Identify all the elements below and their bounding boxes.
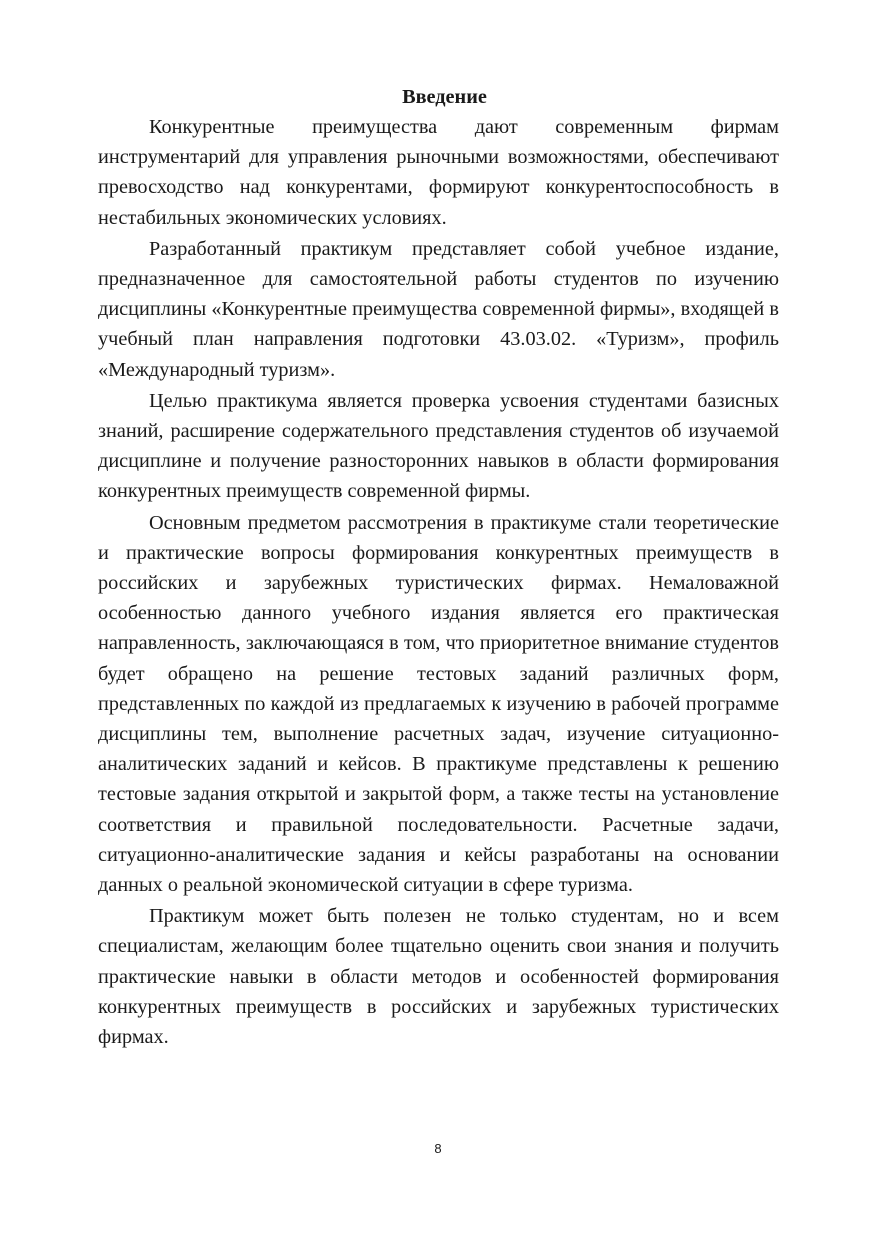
paragraph-2: Разработанный практикум представляет собой учебное издание, предназначенное для самостоятельной работы студентов по изучению дисциплины «Конкурентные преимущества современной фирмы», входящей в учебный план направления подготовки 43.03.02. «Туризм», профиль «Международный туризм». xyxy=(98,237,779,381)
paragraph-5: Практикум может быть полезен не только студентам, но и всем специалистам, желающим более тщательно оценить свои знания и получить практические навыки в области методов и особенностей формирования конкурентных преимуществ в российских и зарубежных туристических фирмах. xyxy=(98,905,779,1049)
paragraph-3: Целью практикума является проверка усвоения студентами базисных знаний, расширение содержательного представления студентов об изучаемой дисциплине и получение разносторонних навыков в области формирования конкурентных преимуществ современной фирмы. xyxy=(98,389,779,503)
paragraph-1: Конкурентные преимущества дают современным фирмам инструментарий для управления рыночными возможностями, обеспечивают превосходство над конкурентами, формируют конкурентоспособность в нестабильных экономических условиях. xyxy=(98,116,779,229)
page-number: 8 xyxy=(434,1141,442,1156)
page-content xyxy=(98,82,779,1052)
paragraph-4: Основным предметом рассмотрения в практикуме стали теоретические и практические вопросы формирования конкурентных преимуществ в российских и зарубежных туристических фирмах. Немаловажной особенностью данного учебного издания является его практическая направленность, заключающаяся в том, что приоритетное внимание студентов будет обращено на решение тестовых заданий различных форм, представленных по каждой из предлагаемых к изучению в рабочей программе дисциплины тем, выполнение расчетных задач, изучение ситуационно-аналитических заданий и кейсов. В практикуме представлены к решению тестовые задания открытой и закрытой форм, а также тесты на установление соответствия и правильной последовательности. Расчетные задачи, ситуационно-аналитические задания и кейсы разработаны на основании данных о реальной экономической ситуации в сфере туризма. xyxy=(98,511,779,897)
section-heading: Введение xyxy=(402,86,487,108)
